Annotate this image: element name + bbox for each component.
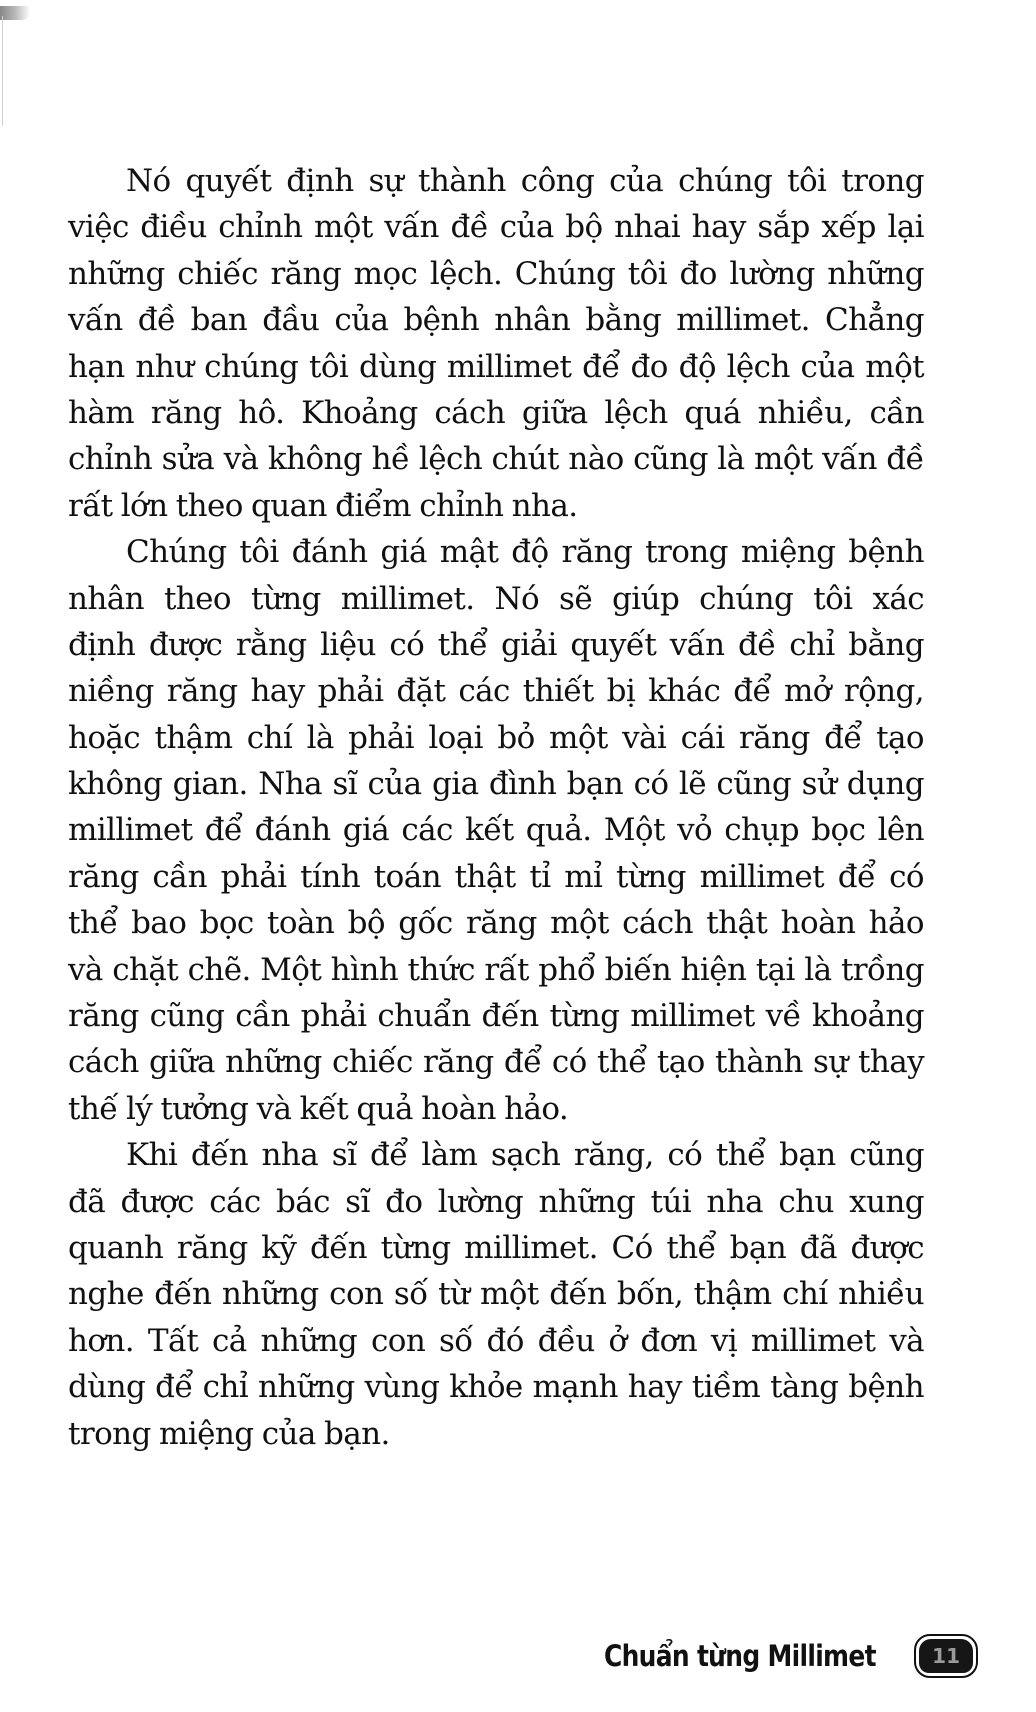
text-line: cách giữa những chiếc răng để có thể tạo thành sự thay: [68, 1044, 924, 1081]
text-line: Khi đến nha sĩ để làm sạch răng, có thể bạn cũng: [126, 1137, 924, 1174]
text-line: hạn như chúng tôi dùng millimet để đo độ lệch của một: [68, 348, 924, 385]
paragraph-3: [68, 1132, 924, 1457]
text-line: trong miệng của bạn.: [68, 1415, 390, 1452]
scan-edge-line: [2, 16, 3, 126]
text-line: răng cần phải tính toán thật tỉ mỉ từng millimet để có: [68, 858, 924, 895]
paragraph-2: [68, 529, 924, 1132]
text-line: răng cũng cần phải chuẩn đến từng millimet về khoảng: [68, 998, 924, 1035]
page-number: 11: [919, 1639, 973, 1673]
scan-corner-mark: [0, 6, 30, 20]
text-line: không gian. Nha sĩ của gia đình bạn có lẽ cũng sử dụng: [68, 766, 924, 803]
text-line: hoặc thậm chí là phải loại bỏ một vài cái răng để tạo: [68, 719, 924, 756]
text-line: đã được các bác sĩ đo lường những túi nha chu xung: [68, 1183, 924, 1220]
text-line: chỉnh sửa và không hề lệch chút nào cũng là một vấn đề: [68, 441, 924, 478]
text-line: Chúng tôi đánh giá mật độ răng trong miệng bệnh: [126, 534, 924, 571]
page-number-badge: [914, 1634, 978, 1678]
text-line: hơn. Tất cả những con số đó đều ở đơn vị millimet và: [68, 1322, 924, 1359]
running-title: Chuẩn từng Millimet: [604, 1639, 876, 1673]
page-footer: [604, 1634, 978, 1678]
text-line: millimet để đánh giá các kết quả. Một vỏ chụp bọc lên: [68, 812, 924, 849]
text-line: thế lý tưởng và kết quả hoàn hảo.: [68, 1090, 569, 1127]
paragraph-1: [68, 158, 924, 529]
text-line: nhân theo từng millimet. Nó sẽ giúp chúng tôi xác: [68, 580, 924, 617]
text-line: và chặt chẽ. Một hình thức rất phổ biến hiện tại là trồng: [68, 951, 924, 988]
text-line: Nó quyết định sự thành công của chúng tôi trong: [126, 163, 924, 199]
text-line: niềng răng hay phải đặt các thiết bị khác để mở rộng,: [68, 673, 924, 710]
text-line: hàm răng hô. Khoảng cách giữa lệch quá nhiều, cần: [68, 394, 924, 431]
page-body: [68, 158, 924, 1457]
text-line: nghe đến những con số từ một đến bốn, thậm chí nhiều: [68, 1276, 924, 1313]
text-line: vấn đề ban đầu của bệnh nhân bằng millimet. Chẳng: [68, 302, 924, 339]
text-line: quanh răng kỹ đến từng millimet. Có thể bạn đã được: [68, 1229, 924, 1266]
text-line: định được rằng liệu có thể giải quyết vấn đề chỉ bằng: [68, 626, 924, 663]
text-line: thể bao bọc toàn bộ gốc răng một cách thật hoàn hảo: [68, 905, 924, 942]
text-line: rất lớn theo quan điểm chỉnh nha.: [68, 487, 578, 524]
text-line: việc điều chỉnh một vấn đề của bộ nhai hay sắp xếp lại: [68, 209, 924, 246]
text-line: dùng để chỉ những vùng khỏe mạnh hay tiềm tàng bệnh: [68, 1369, 924, 1406]
text-line: những chiếc răng mọc lệch. Chúng tôi đo lường những: [68, 255, 924, 292]
